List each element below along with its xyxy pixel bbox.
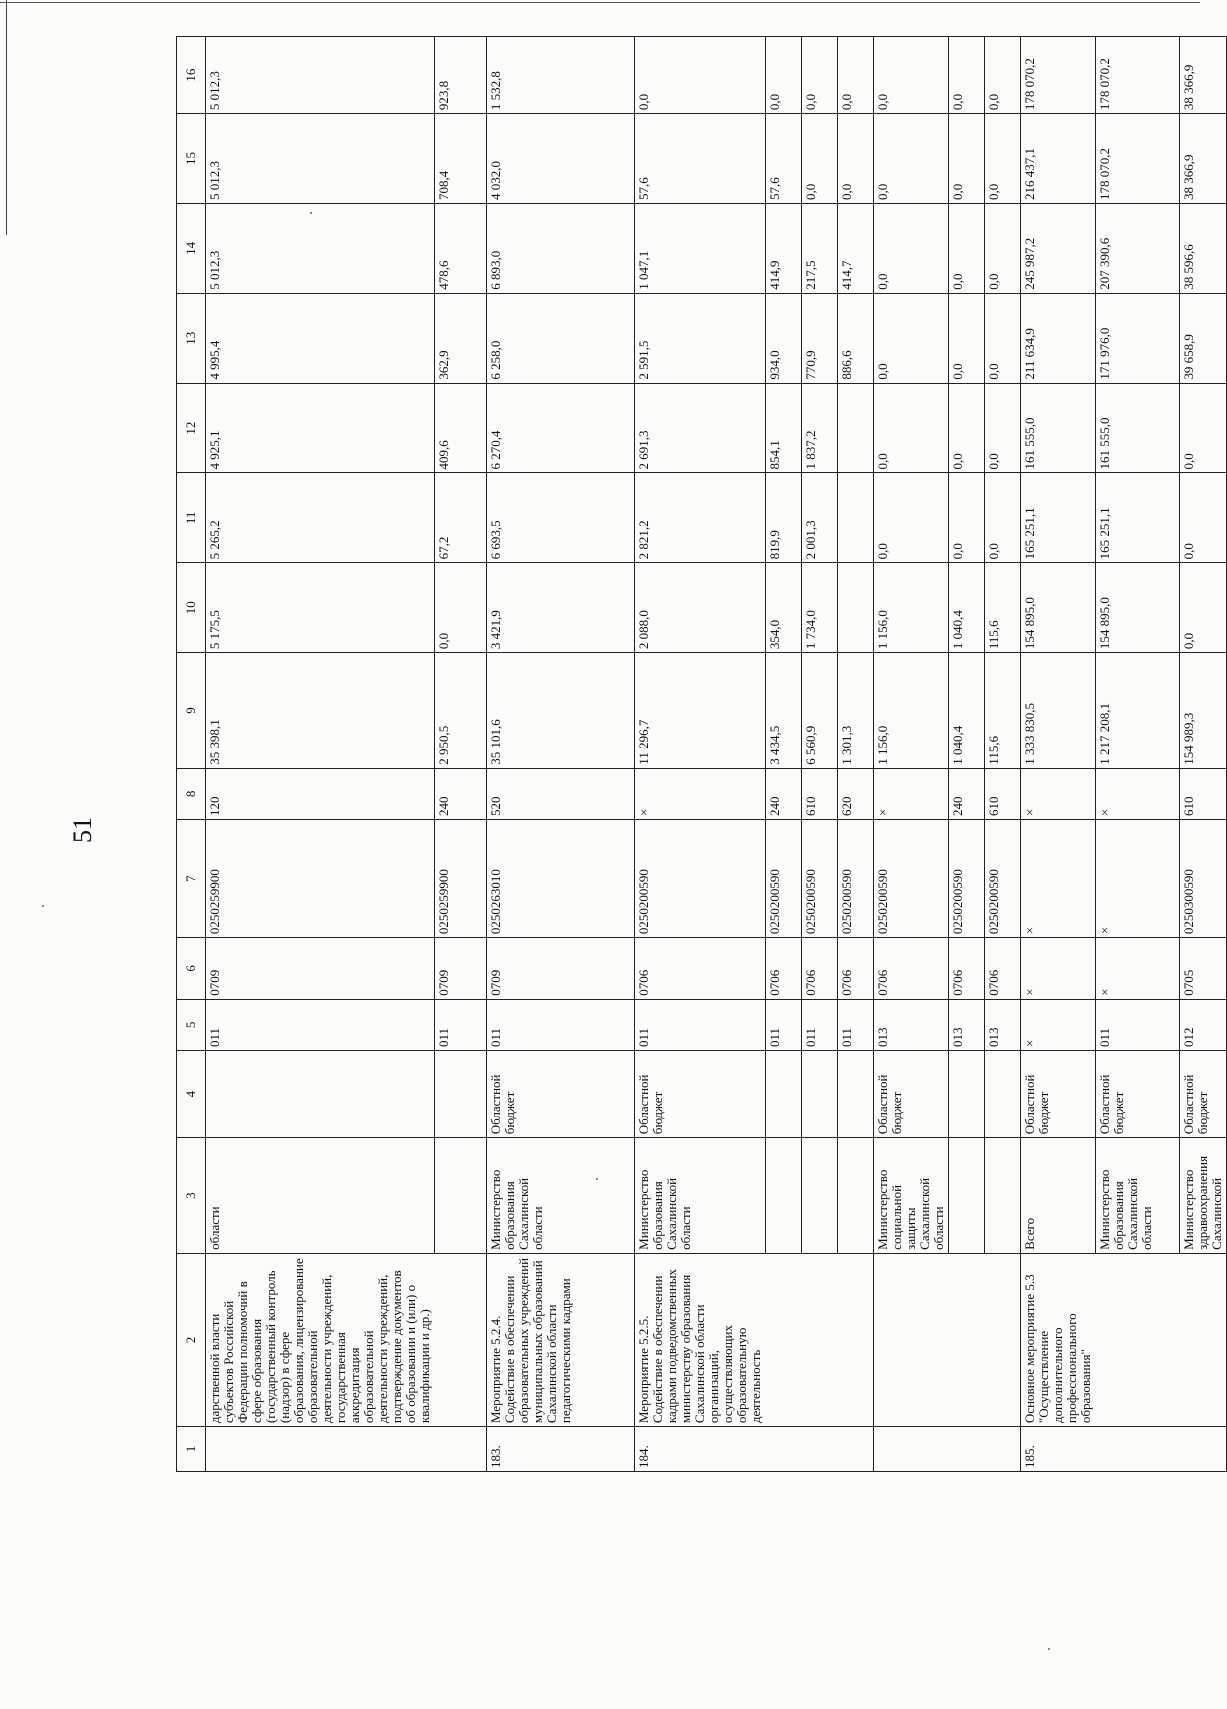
table-cell: 240 [435, 768, 487, 819]
column-header: 9 [177, 653, 206, 769]
table-cell: 35 101,6 [487, 653, 635, 769]
table-cell: 0709 [206, 938, 435, 1000]
table-cell [765, 1427, 801, 1472]
table-cell: × [1020, 820, 1095, 938]
table-cell: 414,7 [837, 203, 873, 293]
table-cell: 38 366,9 [1179, 37, 1226, 114]
column-header: 1 [177, 1427, 206, 1472]
table-cell [948, 1253, 984, 1426]
table-cell: 5 012,3 [206, 114, 435, 204]
table-cell: 178 070,2 [1095, 37, 1179, 114]
table-cell [801, 1253, 837, 1426]
table-cell: дарственной власти субъектов Российской Федерации полномочий в сфере образования (государственный контроль (надзор) в сфере образования, лицензирование образовательной деятельности учреждений, государственная аккредитация образовательной деятельности учреждений, подтверждение документов об образовании и (или) о квалификации и др.) [206, 1253, 435, 1426]
table-cell: 2 591,5 [635, 293, 766, 383]
table-cell: 6 258,0 [487, 293, 635, 383]
table-cell: 5 012,3 [206, 37, 435, 114]
table-cell: 0250200590 [635, 820, 766, 938]
column-header: 5 [177, 999, 206, 1050]
table-cell: Областной бюджет [487, 1051, 635, 1138]
table-cell: 0,0 [837, 37, 873, 114]
table-cell: 478,6 [435, 203, 487, 293]
column-header: 4 [177, 1051, 206, 1138]
table-cell: 1 047,1 [635, 203, 766, 293]
table-cell: 0,0 [1179, 383, 1226, 473]
scan-speck [42, 905, 44, 907]
table-cell: × [1020, 938, 1095, 1000]
table-cell [837, 383, 873, 473]
table-cell: 211 634,9 [1020, 293, 1095, 383]
table-cell: 0250300590 [1179, 820, 1226, 938]
table-cell: Всего [1020, 1138, 1095, 1254]
table-cell: 0250263010 [487, 820, 635, 938]
table-cell: 0,0 [635, 37, 766, 114]
table-cell: 165 251,1 [1095, 473, 1179, 563]
table-cell: × [873, 768, 948, 819]
table-cell [1095, 1427, 1179, 1472]
table-cell: 011 [435, 999, 487, 1050]
table-cell: × [635, 768, 766, 819]
table-cell: 185. [1020, 1427, 1095, 1472]
table-cell: 0250259900 [435, 820, 487, 938]
table-cell: × [1020, 768, 1095, 819]
table-cell: × [1095, 768, 1179, 819]
table-cell: 154 989,3 [1179, 653, 1226, 769]
table-cell: Областной бюджет [1095, 1051, 1179, 1138]
table-cell: 0,0 [837, 114, 873, 204]
column-header: 6 [177, 938, 206, 1000]
table-row [487, 37, 635, 1472]
table-cell: 1 532,8 [487, 37, 635, 114]
table-cell: Министерство образования Сахалинской области [1095, 1138, 1179, 1254]
table-cell: 0706 [984, 938, 1020, 1000]
table-cell: 2 950,5 [435, 653, 487, 769]
scan-edge-line-left [6, 0, 7, 235]
header-row [177, 37, 206, 1472]
table-cell [801, 1427, 837, 1472]
table-cell: 0,0 [948, 293, 984, 383]
table-cell [206, 1427, 435, 1472]
table-cell: 57,6 [765, 114, 801, 204]
column-header: 15 [177, 114, 206, 204]
table-cell: 5 012,3 [206, 203, 435, 293]
table-cell: 6 270,4 [487, 383, 635, 473]
table-cell: 0,0 [984, 37, 1020, 114]
column-header: 13 [177, 293, 206, 383]
table-row [948, 37, 984, 1472]
table-cell: 414,9 [765, 203, 801, 293]
scan-edge-line [0, 2, 1200, 3]
table-cell [206, 1051, 435, 1138]
table-cell: 39 658,9 [1179, 293, 1226, 383]
table-cell: 165 251,1 [1020, 473, 1095, 563]
table-cell: Мероприятие 5.2.4. Содействие в обеспечении образовательных учреждений муниципальных образований Сахалинской области педагогическими кадрами [487, 1253, 635, 1426]
table-cell: 1 156,0 [873, 653, 948, 769]
table-cell: 0709 [487, 938, 635, 1000]
column-header: 10 [177, 563, 206, 653]
table-body [206, 37, 1227, 1472]
table-cell: 819,9 [765, 473, 801, 563]
table-cell [435, 1138, 487, 1254]
column-header: 3 [177, 1138, 206, 1254]
table-cell: 0250200590 [873, 820, 948, 938]
table-cell: 4 925,1 [206, 383, 435, 473]
table-cell [837, 1427, 873, 1472]
table-cell [435, 1051, 487, 1138]
table-cell: 3 434,5 [765, 653, 801, 769]
table-cell [1179, 1253, 1226, 1426]
table-cell: 0706 [635, 938, 766, 1000]
table-cell: 0706 [837, 938, 873, 1000]
table-cell: 610 [984, 768, 1020, 819]
table-cell [837, 1051, 873, 1138]
table-cell: 184. [635, 1427, 766, 1472]
table-cell: 2 088,0 [635, 563, 766, 653]
table-cell: Министерство образования Сахалинской области [487, 1138, 635, 1254]
table-cell: 0,0 [984, 203, 1020, 293]
table-cell: 0706 [801, 938, 837, 1000]
table-cell: 6 893,0 [487, 203, 635, 293]
table-cell: × [1095, 938, 1179, 1000]
table-cell: 6 560,9 [801, 653, 837, 769]
table-cell [765, 1253, 801, 1426]
table-cell: 171 976,0 [1095, 293, 1179, 383]
table-cell: 0,0 [984, 383, 1020, 473]
table-cell [837, 1138, 873, 1254]
table-cell: 240 [765, 768, 801, 819]
table-cell: 0,0 [948, 383, 984, 473]
table-cell: 178 070,2 [1095, 114, 1179, 204]
table-cell: 011 [837, 999, 873, 1050]
table-cell: Министерство социальной защиты Сахалинской области [873, 1138, 948, 1254]
table-cell: 183. [487, 1427, 635, 1472]
table-cell: 0706 [765, 938, 801, 1000]
table-cell: 0,0 [873, 293, 948, 383]
table-cell [1095, 1253, 1179, 1426]
table-cell: 178 070,2 [1020, 37, 1095, 114]
table-cell: 1 333 830,5 [1020, 653, 1095, 769]
table-cell: 0,0 [873, 203, 948, 293]
table-cell: 620 [837, 768, 873, 819]
column-header: 14 [177, 203, 206, 293]
table-cell [801, 1051, 837, 1138]
table-cell: 011 [635, 999, 766, 1050]
table-cell: 011 [206, 999, 435, 1050]
table-cell: 0250200590 [837, 820, 873, 938]
table-row [206, 37, 435, 1472]
table-cell: 708,4 [435, 114, 487, 204]
table-cell: 0,0 [873, 37, 948, 114]
table-cell: 0,0 [948, 203, 984, 293]
table-cell: 0,0 [948, 114, 984, 204]
column-header: 2 [177, 1253, 206, 1426]
table-cell [873, 1427, 948, 1472]
table-cell: × [1095, 820, 1179, 938]
table-cell [873, 1253, 948, 1426]
table-cell: 0,0 [948, 473, 984, 563]
table-row [873, 37, 948, 1472]
table-cell: 0,0 [765, 37, 801, 114]
table-cell [837, 473, 873, 563]
table-row [837, 37, 873, 1472]
table-cell: Министерство образования Сахалинской области [635, 1138, 766, 1254]
table-cell: 1 217 208,1 [1095, 653, 1179, 769]
table-cell: 2 691,3 [635, 383, 766, 473]
table-cell: 2 821,2 [635, 473, 766, 563]
column-header: 16 [177, 37, 206, 114]
table-cell: 0,0 [948, 37, 984, 114]
table-cell: 520 [487, 768, 635, 819]
table-cell: 161 555,0 [1020, 383, 1095, 473]
table-cell [837, 563, 873, 653]
table-cell [948, 1427, 984, 1472]
table-cell: 5 175,5 [206, 563, 435, 653]
table-cell: 1 837,2 [801, 383, 837, 473]
table-cell [948, 1051, 984, 1138]
table-cell: 0,0 [1179, 563, 1226, 653]
table-cell: 216 437,1 [1020, 114, 1095, 204]
table-cell: области [206, 1138, 435, 1254]
table-cell: 1 156,0 [873, 563, 948, 653]
table-cell: 354,0 [765, 563, 801, 653]
table-cell: 854,1 [765, 383, 801, 473]
table-row [765, 37, 801, 1472]
table-cell: 0,0 [1179, 473, 1226, 563]
table-cell: 0,0 [873, 473, 948, 563]
table-cell: 115,6 [984, 653, 1020, 769]
table-cell: 2 001,3 [801, 473, 837, 563]
table-row [1020, 37, 1095, 1472]
table-cell [435, 1253, 487, 1426]
table-cell: 0250200590 [948, 820, 984, 938]
column-header: 7 [177, 820, 206, 938]
table-cell: 1 040,4 [948, 653, 984, 769]
table-cell: 0250200590 [765, 820, 801, 938]
table-cell: 1 040,4 [948, 563, 984, 653]
table-cell: 013 [948, 999, 984, 1050]
table-cell: 0705 [1179, 938, 1226, 1000]
table-cell: 923,8 [435, 37, 487, 114]
table-cell: 886,6 [837, 293, 873, 383]
table-cell: 11 296,7 [635, 653, 766, 769]
table-row [1095, 37, 1179, 1472]
table-cell: 1 301,3 [837, 653, 873, 769]
table-cell: 207 390,6 [1095, 203, 1179, 293]
table-cell: 4 032,0 [487, 114, 635, 204]
table-cell: 1 734,0 [801, 563, 837, 653]
scan-speck [310, 212, 312, 214]
table-cell: Областной бюджет [1179, 1051, 1226, 1138]
table-cell: 013 [873, 999, 948, 1050]
table-cell: 38 366,9 [1179, 114, 1226, 204]
table-cell: 0,0 [873, 383, 948, 473]
table-cell: 0250200590 [984, 820, 1020, 938]
table-cell: 011 [1095, 999, 1179, 1050]
table-cell: 610 [1179, 768, 1226, 819]
table-cell: × [1020, 999, 1095, 1050]
scan-speck [1048, 1648, 1050, 1650]
page-number: 51 [68, 817, 97, 843]
table-cell [984, 1051, 1020, 1138]
table-row [1179, 37, 1226, 1472]
table-cell: 0706 [873, 938, 948, 1000]
table-cell [1179, 1427, 1226, 1472]
table-cell: 934,0 [765, 293, 801, 383]
table-cell: 115,6 [984, 563, 1020, 653]
table-cell: 0,0 [801, 37, 837, 114]
table-cell: 6 693,5 [487, 473, 635, 563]
table-cell [984, 1253, 1020, 1426]
table-cell: 0250200590 [801, 820, 837, 938]
scan-speck [596, 1178, 598, 1180]
table-cell: 011 [801, 999, 837, 1050]
table-row [801, 37, 837, 1472]
table-cell: 4 995,4 [206, 293, 435, 383]
table-cell: 5 265,2 [206, 473, 435, 563]
table-cell [435, 1427, 487, 1472]
table-row [435, 37, 487, 1472]
table-cell: 67,2 [435, 473, 487, 563]
table-cell: 154 895,0 [1020, 563, 1095, 653]
table-cell: 0706 [948, 938, 984, 1000]
table-cell [837, 1253, 873, 1426]
table-cell: 0,0 [984, 293, 1020, 383]
table-cell: 0,0 [984, 473, 1020, 563]
table-cell [984, 1138, 1020, 1254]
table-cell: 161 555,0 [1095, 383, 1179, 473]
table-row [635, 37, 766, 1472]
column-header: 11 [177, 473, 206, 563]
table-cell: 35 398,1 [206, 653, 435, 769]
table-cell: 240 [948, 768, 984, 819]
table-cell: 0,0 [873, 114, 948, 204]
column-header: 8 [177, 768, 206, 819]
table-cell: 57,6 [635, 114, 766, 204]
table-cell: 0,0 [984, 114, 1020, 204]
table-cell: 012 [1179, 999, 1226, 1050]
table-cell: 011 [765, 999, 801, 1050]
table-cell: 362,9 [435, 293, 487, 383]
table-cell: 38 596,6 [1179, 203, 1226, 293]
table-cell: Мероприятие 5.2.5. Содействие в обеспечении кадрами подведомственных министерству образования Сахалинской области организаций, осуществляющих образовательную деятельность [635, 1253, 766, 1426]
table-row [984, 37, 1020, 1472]
table-cell: Областной бюджет [635, 1051, 766, 1138]
table-cell: 120 [206, 768, 435, 819]
table-cell: 0250259900 [206, 820, 435, 938]
table-cell [801, 1138, 837, 1254]
table-cell: 217,5 [801, 203, 837, 293]
table-cell: 0709 [435, 938, 487, 1000]
table-cell: Министерство здравоохранения Сахалинской [1179, 1138, 1226, 1254]
table-cell: 154 895,0 [1095, 563, 1179, 653]
budget-table [176, 36, 1227, 1472]
table-cell: 770,9 [801, 293, 837, 383]
table-cell: Областной бюджет [873, 1051, 948, 1138]
table-cell [765, 1138, 801, 1254]
table-cell: Областной бюджет [1020, 1051, 1095, 1138]
column-header: 12 [177, 383, 206, 473]
table-cell: 409,6 [435, 383, 487, 473]
table-cell: 610 [801, 768, 837, 819]
table-cell: 3 421,9 [487, 563, 635, 653]
table-cell: 0,0 [435, 563, 487, 653]
table-cell: 013 [984, 999, 1020, 1050]
table-cell: Основное мероприятие 5.3 "Осуществление дополнительного профессионального образования" [1020, 1253, 1095, 1426]
table-cell: 011 [487, 999, 635, 1050]
table-cell [765, 1051, 801, 1138]
table-cell [948, 1138, 984, 1254]
table-cell: 0,0 [801, 114, 837, 204]
table-cell [984, 1427, 1020, 1472]
table-cell: 245 987,2 [1020, 203, 1095, 293]
